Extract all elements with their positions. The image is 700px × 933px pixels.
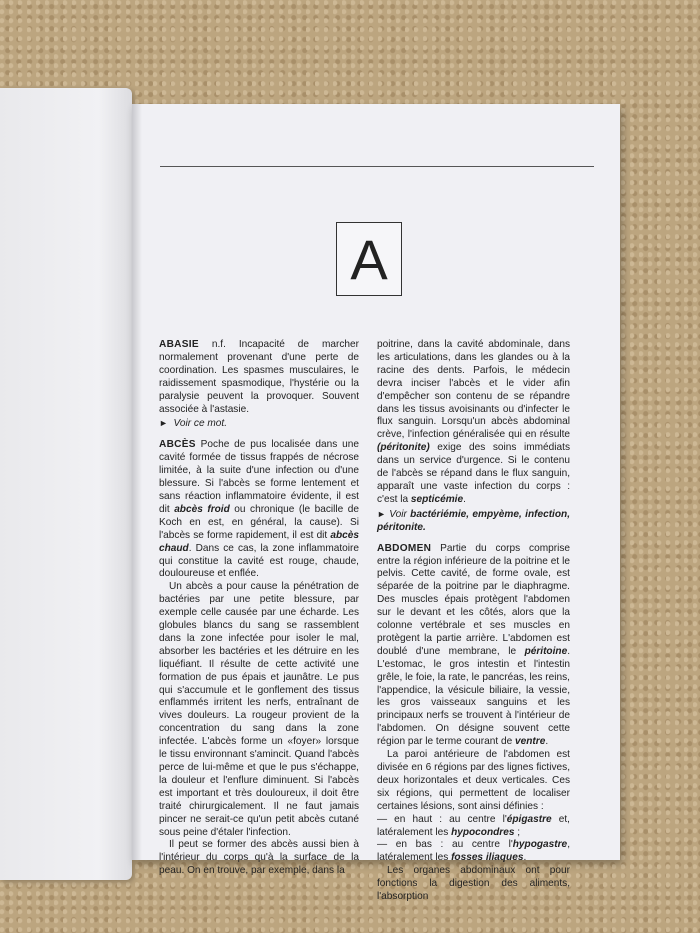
term-hypogastre: hypogastre bbox=[512, 839, 568, 851]
entry-abces-continued bbox=[377, 339, 570, 535]
arrow-icon: ► bbox=[159, 418, 168, 429]
paragraph: Un abcès a pour cause la pénétration de bactéries par une petite blessure, par exemple celle causée par une écharde. Les globules blancs du sang se rassemblent dans la zone infectée pour isoler le mal, absorber les bactéries et les détruire en les liquéfiant. Il résulte de cette activité une formation de pus épais et jaunâtre. Le pus qui s'accumule et le gonflement des tissus enflammés irritent les nerfs, entraînant de vives douleurs. La rougeur provient de la concentration du sang dans la zone infectée. L'abcès forme un «foyer» lorsque le tissu environnant s'amincit. Quand l'abcès perce de lui-même et que le pus s'échappe, la douleur et l'enflure diminuent. Si l'abcès est important et très douloureux, il doit être traité chirurgicalement. Il ne faut jamais pincer ne serait-ce qu'un petit abcès cutané sous peine d'étaler l'infection. bbox=[159, 581, 359, 838]
definition-abasie: Incapacité de marcher normalement provenant d'une perte de coordination. Les spasmes musculaires, le raidissement spasmodique, l'hystérie ou la paralysie peuvent la provoquer. Souvent associée à l'astasie. bbox=[159, 339, 359, 415]
entry-abdomen bbox=[377, 543, 570, 904]
term-epigastre: épigastre bbox=[506, 813, 552, 825]
definition-text: . L'estomac, le gros intestin et l'intestin grêle, le foie, la rate, le pancréas, les reins, l'appendice, la vésicule biliaire, la vessie, les gros vaisseaux sanguins et les principaux nerfs se trouvent à l'intérieur de l'abdomen. On désigne souvent cette région par le terme courant de bbox=[377, 645, 570, 748]
term-peritonite: (péritonite) bbox=[377, 442, 430, 454]
paragraph-text: poitrine, dans la cavité abdominale, dans les articulations, dans les glandes ou à la racine des dents. Parfois, le médecin devra inciser l'abcès et le vider afin d'empêcher son contenu de se répandre dans les tissus avoisinants ou d'infecter le flux sanguin. Lorsqu'un abcès abdominal crève, l'infection généralisée qui en résulte bbox=[377, 339, 570, 441]
header-rule bbox=[160, 166, 594, 167]
see-also-terms: bactériémie, empyème, infection, péritonite. bbox=[377, 508, 570, 533]
arrow-icon: ► bbox=[377, 508, 386, 519]
left-column bbox=[159, 339, 359, 886]
part-of-speech: n.f. bbox=[198, 339, 226, 350]
cross-reference bbox=[159, 417, 359, 431]
definition-text: Poche de pus localisée dans une cavité formée de tissus frappés de nécrose limitée, à la suite d'une infection ou d'une blessure. Si l'abcès se forme lentement et sans réaction inflammatoire évidente, il est dit bbox=[159, 439, 359, 515]
paragraph-text: . bbox=[463, 493, 466, 505]
list-item bbox=[377, 814, 570, 840]
definition-text: . bbox=[545, 736, 549, 748]
definition-text: Partie du corps comprise entre la région inférieure de la poitrine et le pelvis. Cette cavité, de forme ovale, est séparée de la poitrine par le diaphragme. Des muscles épais protègent l'abdomen sur le devant et les côtés, alors que la colonne vertébrale et ses muscles en protègent la partie arrière. L'abdomen est doublé d'une membrane, le bbox=[377, 542, 570, 657]
see-also-text: Voir bbox=[389, 508, 407, 520]
headword-abasie: ABASIE bbox=[159, 339, 199, 350]
list-text: et, latéralement les bbox=[377, 813, 570, 838]
entry-abasie bbox=[159, 339, 359, 431]
paragraph: La paroi antérieure de l'abdomen est divisée en 6 régions par des lignes fictives, deux horizontales et deux verticales. Ces six régions, qui permettent de localiser certaines lésions, sont ainsi définies : bbox=[377, 749, 570, 812]
entry-abces bbox=[159, 439, 359, 878]
list-item bbox=[377, 839, 570, 865]
list-text: ; bbox=[514, 826, 521, 838]
right-page bbox=[132, 104, 620, 903]
paragraph-text: exige des soins immédiats dans un service d'urgence. Si le contenu de l'abcès se répand dans le flux sanguin, apparaît une vaste infection du corps : c'est la bbox=[377, 442, 570, 505]
term-septicemie: septicémie bbox=[410, 493, 464, 505]
definition-text: ou chronique (le bacille de Koch en est, en général, la cause). Si l'abcès se forme rapidement, il est dit bbox=[159, 503, 359, 541]
definition-text: . Dans ce cas, la zone inflammatoire qui constitue la cavité est rouge, chaude, douloureuse et enflée. bbox=[159, 542, 359, 580]
term-abces-chaud: abcès chaud bbox=[159, 529, 359, 554]
paragraph: Les organes abdominaux ont pour fonctions la digestion des aliments, l'absorption bbox=[377, 865, 570, 903]
see-also-text: Voir ce mot. bbox=[173, 418, 228, 430]
term-peritoine: péritoine bbox=[524, 645, 568, 657]
term-hypocondres: hypocondres bbox=[451, 826, 515, 838]
term-ventre: ventre bbox=[515, 736, 546, 748]
left-page bbox=[0, 88, 132, 880]
headword-abces: ABCÈS bbox=[159, 439, 196, 451]
cross-reference bbox=[377, 508, 570, 535]
term-fosses-iliaques: fosses iliaques bbox=[451, 852, 524, 864]
list-text: . bbox=[523, 852, 527, 864]
right-column bbox=[377, 339, 570, 912]
paragraph: Il peut se former des abcès aussi bien à l'intérieur du corps qu'à la surface de la peau. On en trouve, par exemple, dans la bbox=[159, 839, 359, 877]
list-text: — en haut : au centre l' bbox=[377, 813, 507, 825]
page-gutter bbox=[132, 104, 142, 860]
list-text: — en bas : au centre l' bbox=[377, 839, 513, 851]
term-abces-froid: abcès froid bbox=[174, 503, 230, 515]
list-text: , latéralement les bbox=[377, 839, 570, 864]
section-letter: A bbox=[336, 222, 402, 296]
headword-abdomen: ABDOMEN bbox=[377, 542, 432, 554]
